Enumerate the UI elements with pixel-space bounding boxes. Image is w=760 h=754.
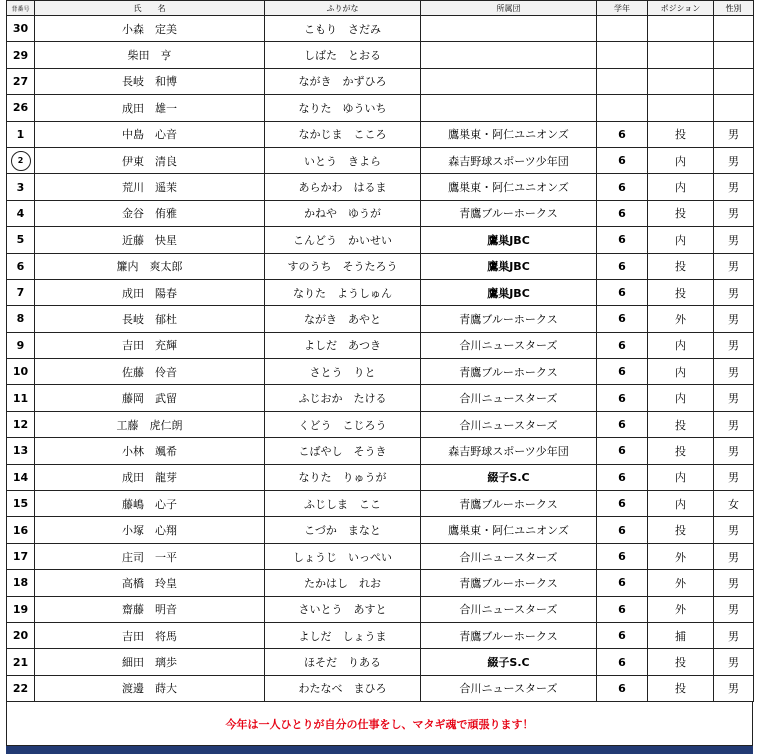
table-row xyxy=(7,570,754,596)
player-number: 6 xyxy=(7,253,35,279)
player-name: 渡邊 蒔大 xyxy=(35,675,265,701)
header-gender: 性別 xyxy=(714,1,754,16)
player-furigana: ふじしま ここ xyxy=(265,491,421,517)
player-team: 合川ニュースターズ xyxy=(421,596,597,622)
player-gender: 男 xyxy=(714,359,754,385)
player-team: 青鷹ブルーホークス xyxy=(421,570,597,596)
player-gender: 男 xyxy=(714,332,754,358)
player-team: 合川ニュースターズ xyxy=(421,332,597,358)
player-name: 吉田 将馬 xyxy=(35,622,265,648)
player-grade: 6 xyxy=(597,570,648,596)
table-row xyxy=(7,279,754,305)
player-gender: 男 xyxy=(714,438,754,464)
player-grade: 6 xyxy=(597,464,648,490)
player-name: 近藤 快星 xyxy=(35,227,265,253)
player-grade: 6 xyxy=(597,491,648,517)
player-gender: 男 xyxy=(714,570,754,596)
player-gender: 男 xyxy=(714,227,754,253)
player-gender: 男 xyxy=(714,385,754,411)
player-position: 投 xyxy=(648,517,714,543)
player-team: 合川ニュースターズ xyxy=(421,675,597,701)
player-name: 佐藤 伶音 xyxy=(35,359,265,385)
player-team: 鷹巣東・阿仁ユニオンズ xyxy=(421,174,597,200)
player-furigana: こづか まなと xyxy=(265,517,421,543)
player-furigana: なかじま こころ xyxy=(265,121,421,147)
table-row xyxy=(7,675,754,701)
player-team: 鷹巣東・阿仁ユニオンズ xyxy=(421,517,597,543)
player-furigana: こばやし そうき xyxy=(265,438,421,464)
player-team xyxy=(421,42,597,68)
player-number: 11 xyxy=(7,385,35,411)
footer-band xyxy=(6,746,753,754)
player-number: 19 xyxy=(7,596,35,622)
player-furigana: さいとう あすと xyxy=(265,596,421,622)
player-position: 内 xyxy=(648,332,714,358)
table-row xyxy=(7,464,754,490)
player-gender: 男 xyxy=(714,147,754,173)
player-gender: 男 xyxy=(714,464,754,490)
player-position: 内 xyxy=(648,491,714,517)
player-number: 8 xyxy=(7,306,35,332)
roster-body xyxy=(7,16,754,702)
table-row xyxy=(7,227,754,253)
player-position: 内 xyxy=(648,464,714,490)
player-team: 合川ニュースターズ xyxy=(421,385,597,411)
player-furigana: なりた ようしゅん xyxy=(265,279,421,305)
player-grade: 6 xyxy=(597,438,648,464)
player-name: 齋藤 明音 xyxy=(35,596,265,622)
player-gender: 男 xyxy=(714,174,754,200)
footer-message-box xyxy=(6,702,753,746)
player-name: 小塚 心翔 xyxy=(35,517,265,543)
player-name: 庄司 一平 xyxy=(35,543,265,569)
player-grade: 6 xyxy=(597,385,648,411)
player-team: 青鷹ブルーホークス xyxy=(421,622,597,648)
table-row xyxy=(7,517,754,543)
player-grade: 6 xyxy=(597,411,648,437)
player-gender xyxy=(714,68,754,94)
player-furigana: ながき かずひろ xyxy=(265,68,421,94)
player-team: 森吉野球スポーツ少年団 xyxy=(421,438,597,464)
roster-sheet xyxy=(6,0,753,754)
table-row xyxy=(7,332,754,358)
player-grade: 6 xyxy=(597,675,648,701)
player-furigana: よしだ しょうま xyxy=(265,622,421,648)
table-row xyxy=(7,622,754,648)
player-name: 長岐 郁杜 xyxy=(35,306,265,332)
player-grade: 6 xyxy=(597,649,648,675)
player-position: 内 xyxy=(648,359,714,385)
player-furigana: ほそだ りある xyxy=(265,649,421,675)
player-position: 投 xyxy=(648,438,714,464)
player-gender: 男 xyxy=(714,200,754,226)
player-name: 吉田 充輝 xyxy=(35,332,265,358)
player-gender xyxy=(714,95,754,121)
player-team xyxy=(421,68,597,94)
player-number: 17 xyxy=(7,543,35,569)
player-gender: 男 xyxy=(714,596,754,622)
player-team: 青鷹ブルーホークス xyxy=(421,491,597,517)
player-number: 30 xyxy=(7,16,35,42)
player-grade: 6 xyxy=(597,306,648,332)
player-name: 高橋 玲皇 xyxy=(35,570,265,596)
header-grade: 学年 xyxy=(597,1,648,16)
player-team: 合川ニュースターズ xyxy=(421,543,597,569)
player-team: 森吉野球スポーツ少年団 xyxy=(421,147,597,173)
player-position: 外 xyxy=(648,596,714,622)
player-grade: 6 xyxy=(597,359,648,385)
player-gender: 男 xyxy=(714,253,754,279)
player-number: 12 xyxy=(7,411,35,437)
player-furigana: すのうち そうたろう xyxy=(265,253,421,279)
player-number: 16 xyxy=(7,517,35,543)
player-grade: 6 xyxy=(597,174,648,200)
player-name: 荒川 遥茉 xyxy=(35,174,265,200)
player-team: 合川ニュースターズ xyxy=(421,411,597,437)
player-furigana: ふじおか たける xyxy=(265,385,421,411)
player-furigana: よしだ あつき xyxy=(265,332,421,358)
table-row xyxy=(7,68,754,94)
player-number: 14 xyxy=(7,464,35,490)
player-name: 伊東 清良 xyxy=(35,147,265,173)
table-row xyxy=(7,200,754,226)
table-row xyxy=(7,359,754,385)
player-grade: 6 xyxy=(597,253,648,279)
player-team xyxy=(421,16,597,42)
player-grade xyxy=(597,68,648,94)
player-team: 鷹巣東・阿仁ユニオンズ xyxy=(421,121,597,147)
table-row xyxy=(7,491,754,517)
header-name: 氏 名 xyxy=(35,1,265,16)
player-grade: 6 xyxy=(597,227,648,253)
player-gender: 男 xyxy=(714,121,754,147)
player-position: 捕 xyxy=(648,622,714,648)
player-position: 内 xyxy=(648,147,714,173)
player-furigana: たかはし れお xyxy=(265,570,421,596)
player-name: 簾内 爽太郎 xyxy=(35,253,265,279)
player-grade: 6 xyxy=(597,200,648,226)
player-gender: 男 xyxy=(714,306,754,332)
table-row xyxy=(7,306,754,332)
player-number: 26 xyxy=(7,95,35,121)
player-position: 内 xyxy=(648,174,714,200)
player-grade: 6 xyxy=(597,147,648,173)
player-furigana: なりた ゆういち xyxy=(265,95,421,121)
player-position: 外 xyxy=(648,543,714,569)
player-gender: 男 xyxy=(714,517,754,543)
player-number: 5 xyxy=(7,227,35,253)
header-furigana: ふりがな xyxy=(265,1,421,16)
player-number: 15 xyxy=(7,491,35,517)
player-team: 綴子S.C xyxy=(421,649,597,675)
player-position xyxy=(648,42,714,68)
player-furigana: あらかわ はるま xyxy=(265,174,421,200)
table-row xyxy=(7,385,754,411)
player-furigana: しばた とおる xyxy=(265,42,421,68)
header-team: 所属団 xyxy=(421,1,597,16)
player-position: 内 xyxy=(648,227,714,253)
header-row xyxy=(7,1,754,16)
table-row xyxy=(7,596,754,622)
player-name: 成田 陽春 xyxy=(35,279,265,305)
player-gender: 男 xyxy=(714,675,754,701)
player-gender: 男 xyxy=(714,543,754,569)
player-gender xyxy=(714,16,754,42)
player-number: 27 xyxy=(7,68,35,94)
player-number: 21 xyxy=(7,649,35,675)
player-grade: 6 xyxy=(597,332,648,358)
player-grade xyxy=(597,16,648,42)
player-name: 成田 龍芽 xyxy=(35,464,265,490)
player-position: 内 xyxy=(648,385,714,411)
table-row xyxy=(7,411,754,437)
player-number: 29 xyxy=(7,42,35,68)
player-team: 青鷹ブルーホークス xyxy=(421,306,597,332)
player-position: 投 xyxy=(648,675,714,701)
player-position xyxy=(648,95,714,121)
player-number: 20 xyxy=(7,622,35,648)
player-grade: 6 xyxy=(597,596,648,622)
player-gender: 女 xyxy=(714,491,754,517)
player-number: 7 xyxy=(7,279,35,305)
player-name: 細田 璃歩 xyxy=(35,649,265,675)
player-furigana: さとう りと xyxy=(265,359,421,385)
player-team: 綴子S.C xyxy=(421,464,597,490)
player-name: 小林 颯希 xyxy=(35,438,265,464)
player-furigana: くどう こじろう xyxy=(265,411,421,437)
player-grade: 6 xyxy=(597,279,648,305)
table-row xyxy=(7,42,754,68)
circled-number: 2 xyxy=(11,151,31,171)
player-name: 中島 心音 xyxy=(35,121,265,147)
player-name: 工藤 虎仁朗 xyxy=(35,411,265,437)
table-row xyxy=(7,253,754,279)
player-gender: 男 xyxy=(714,622,754,648)
player-name: 成田 雄一 xyxy=(35,95,265,121)
player-furigana: しょうじ いっぺい xyxy=(265,543,421,569)
player-name: 藤岡 武留 xyxy=(35,385,265,411)
player-furigana: なりた りゅうが xyxy=(265,464,421,490)
player-furigana: わたなべ まひろ xyxy=(265,675,421,701)
player-number: 13 xyxy=(7,438,35,464)
player-furigana: かねや ゆうが xyxy=(265,200,421,226)
player-team: 鷹巣JBC xyxy=(421,227,597,253)
player-number: 22 xyxy=(7,675,35,701)
table-row xyxy=(7,174,754,200)
player-name: 金谷 侑雅 xyxy=(35,200,265,226)
player-grade: 6 xyxy=(597,622,648,648)
player-number: 1 xyxy=(7,121,35,147)
table-row xyxy=(7,147,754,173)
player-number: 9 xyxy=(7,332,35,358)
table-row xyxy=(7,121,754,147)
player-gender: 男 xyxy=(714,649,754,675)
player-furigana: いとう きよら xyxy=(265,147,421,173)
player-number: 10 xyxy=(7,359,35,385)
footer-message: 今年は一人ひとりが自分の仕事をし、マタギ魂で頑張ります！ xyxy=(225,717,534,731)
table-row xyxy=(7,438,754,464)
header-position: ポジション xyxy=(648,1,714,16)
table-row xyxy=(7,95,754,121)
player-grade xyxy=(597,42,648,68)
player-position xyxy=(648,68,714,94)
player-name: 藤嶋 心子 xyxy=(35,491,265,517)
player-gender xyxy=(714,42,754,68)
player-grade xyxy=(597,95,648,121)
player-name: 柴田 亨 xyxy=(35,42,265,68)
player-position: 投 xyxy=(648,649,714,675)
player-position: 投 xyxy=(648,200,714,226)
player-number: 3 xyxy=(7,174,35,200)
player-gender: 男 xyxy=(714,411,754,437)
player-team xyxy=(421,95,597,121)
player-furigana: こもり さだみ xyxy=(265,16,421,42)
player-grade: 6 xyxy=(597,121,648,147)
table-row xyxy=(7,16,754,42)
player-position: 投 xyxy=(648,253,714,279)
player-position: 投 xyxy=(648,121,714,147)
player-grade: 6 xyxy=(597,517,648,543)
player-position: 投 xyxy=(648,411,714,437)
player-furigana: ながき あやと xyxy=(265,306,421,332)
player-position: 外 xyxy=(648,306,714,332)
player-position xyxy=(648,16,714,42)
player-name: 小森 定美 xyxy=(35,16,265,42)
player-number: 4 xyxy=(7,200,35,226)
player-team: 鷹巣JBC xyxy=(421,279,597,305)
header-number: 背番号 xyxy=(7,1,35,16)
player-gender: 男 xyxy=(714,279,754,305)
player-grade: 6 xyxy=(597,543,648,569)
player-name: 長岐 和博 xyxy=(35,68,265,94)
player-team: 青鷹ブルーホークス xyxy=(421,359,597,385)
player-team: 鷹巣JBC xyxy=(421,253,597,279)
player-team: 青鷹ブルーホークス xyxy=(421,200,597,226)
player-position: 投 xyxy=(648,279,714,305)
player-number: 18 xyxy=(7,570,35,596)
table-row xyxy=(7,649,754,675)
roster-table xyxy=(6,0,754,702)
table-row xyxy=(7,543,754,569)
player-position: 外 xyxy=(648,570,714,596)
player-number xyxy=(7,147,35,173)
player-furigana: こんどう かいせい xyxy=(265,227,421,253)
